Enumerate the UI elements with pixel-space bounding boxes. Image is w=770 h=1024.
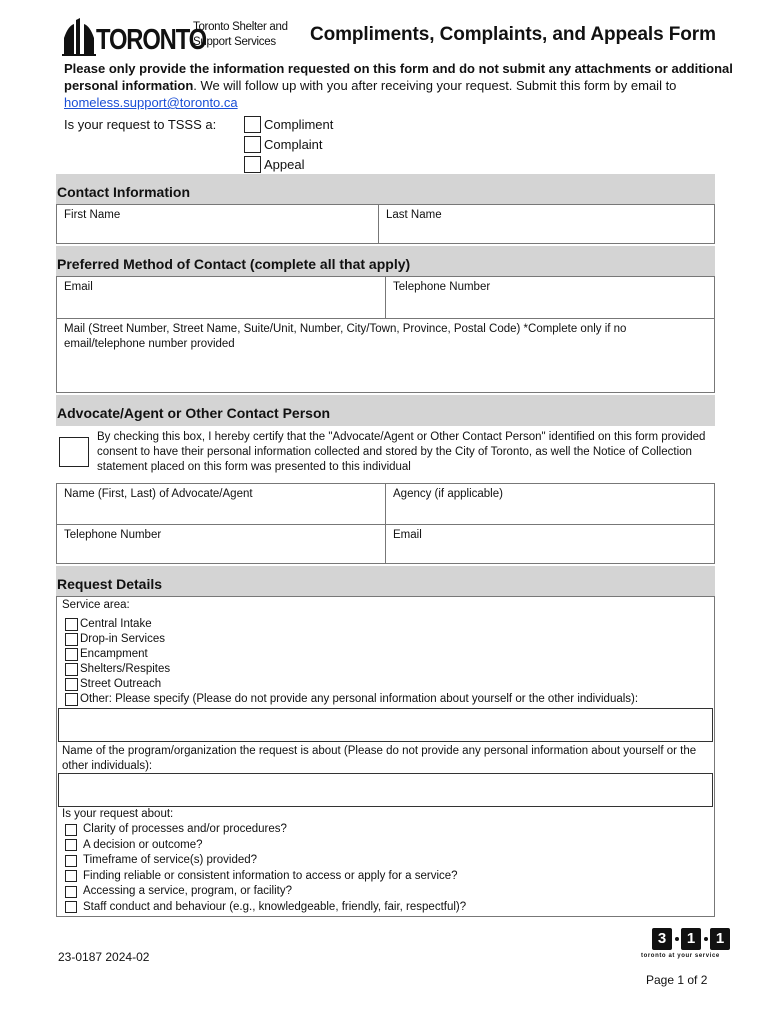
- request-about-list: [65, 822, 466, 915]
- option-appeal[interactable]: [244, 156, 304, 173]
- contact-information-header: Contact Information: [56, 174, 715, 205]
- checkbox[interactable]: [65, 618, 78, 631]
- advocate-telephone-field[interactable]: Telephone Number: [64, 529, 162, 541]
- request-details-header: Request Details: [56, 566, 715, 597]
- logo-311-tagline: toronto at your service: [641, 953, 720, 959]
- logo-311: [652, 928, 730, 950]
- advocate-consent-text: By checking this box, I hereby certify that the "Advocate/Agent or Other Contact Person" identified on this form provided consent to have their personal information collected and stored by the City of Toronto, as well the Notice of Collection statement placed on this form was presented to this individual: [97, 431, 706, 473]
- checkbox[interactable]: [65, 886, 77, 898]
- about-clarity[interactable]: Clarity of processes and/or procedures?: [65, 822, 466, 838]
- about-information[interactable]: Finding reliable or consistent information to access or apply for a service?: [65, 869, 466, 885]
- intro-bold: Please only provide the information requested on this form and do not submit any attachments or additional personal information: [64, 61, 733, 93]
- appeal-label: Appeal: [264, 157, 305, 172]
- checkbox[interactable]: [65, 633, 78, 646]
- service-other[interactable]: Other: Please specify (Please do not provide any personal information about yourself or the other individuals):: [65, 692, 638, 707]
- service-street-outreach[interactable]: Street Outreach: [65, 677, 638, 692]
- advocate-name-field[interactable]: Name (First, Last) of Advocate/Agent: [64, 488, 253, 500]
- about-access[interactable]: Accessing a service, program, or facility?: [65, 884, 466, 900]
- intro-normal: . We will follow up with you after receiving your request. Submit this form by email to: [193, 78, 677, 93]
- form-title: Compliments, Complaints, and Appeals Form: [310, 24, 716, 45]
- checkbox[interactable]: [65, 678, 78, 691]
- request-type-question: Is your request to TSSS a:: [64, 117, 217, 132]
- checkbox[interactable]: [65, 663, 78, 676]
- page-number: Page 1 of 2: [646, 973, 708, 987]
- advocate-email-field[interactable]: Email: [393, 529, 422, 541]
- advocate-consent-checkbox[interactable]: [59, 437, 89, 467]
- program-label: Name of the program/organization the request is about (Please do not provide any personal information about yourself or the other individuals):: [62, 745, 697, 772]
- service-shelters-respites[interactable]: Shelters/Respites: [65, 662, 638, 677]
- intro-paragraph: [64, 60, 734, 111]
- request-about-label: Is your request about:: [62, 808, 174, 820]
- advocate-agency-field[interactable]: Agency (if applicable): [393, 488, 503, 500]
- form-code: 23-0187 2024-02: [58, 950, 150, 964]
- appeal-checkbox[interactable]: [244, 156, 261, 173]
- checkbox[interactable]: [65, 824, 77, 836]
- checkbox[interactable]: [65, 839, 77, 851]
- option-compliment[interactable]: [244, 116, 333, 133]
- contact-telephone-field[interactable]: Telephone Number: [393, 281, 491, 293]
- contact-mail-field[interactable]: Mail (Street Number, Street Name, Suite/Unit, Number, City/Town, Province, Postal Code) *Complete only if no email/telephone number provided: [64, 323, 627, 350]
- program-name-input[interactable]: [58, 773, 713, 807]
- advocate-header: Advocate/Agent or Other Contact Person: [56, 395, 715, 426]
- first-name-field[interactable]: First Name: [64, 209, 121, 221]
- compliment-checkbox[interactable]: [244, 116, 261, 133]
- about-staff-conduct[interactable]: Staff conduct and behaviour (e.g., knowledgeable, friendly, fair, respectful)?: [65, 900, 466, 916]
- contact-email-field[interactable]: Email: [64, 281, 93, 293]
- other-service-input[interactable]: [58, 708, 713, 742]
- logo-311-digit: 1: [681, 928, 701, 950]
- logo-311-dot: [703, 928, 708, 950]
- service-drop-in[interactable]: Drop-in Services: [65, 632, 638, 647]
- advocate-table: [56, 483, 715, 564]
- checkbox[interactable]: [65, 901, 77, 913]
- preferred-contact-header: Preferred Method of Contact (complete all that apply): [56, 246, 715, 277]
- logo-311-digit: 1: [710, 928, 730, 950]
- option-complaint[interactable]: [244, 136, 323, 153]
- service-encampment[interactable]: Encampment: [65, 647, 638, 662]
- checkbox[interactable]: [65, 693, 78, 706]
- complaint-checkbox[interactable]: [244, 136, 261, 153]
- compliment-label: Compliment: [264, 117, 334, 132]
- support-email-link[interactable]: homeless.support@toronto.ca: [64, 95, 238, 110]
- checkbox[interactable]: [65, 870, 77, 882]
- toronto-wordmark: TORONTO: [96, 24, 206, 56]
- service-area-list: [65, 617, 638, 707]
- about-decision[interactable]: A decision or outcome?: [65, 838, 466, 854]
- preferred-contact-table: [56, 276, 715, 393]
- contact-information-table: [56, 204, 715, 244]
- department-name: Toronto Shelter and Support Services: [193, 21, 288, 48]
- checkbox[interactable]: [65, 855, 77, 867]
- logo-311-dot: [674, 928, 679, 950]
- about-timeframe[interactable]: Timeframe of service(s) provided?: [65, 853, 466, 869]
- last-name-field[interactable]: Last Name: [386, 209, 442, 221]
- logo-311-digit: 3: [652, 928, 672, 950]
- service-area-label: Service area:: [62, 599, 130, 611]
- service-central-intake[interactable]: Central Intake: [65, 617, 638, 632]
- checkbox[interactable]: [65, 648, 78, 661]
- complaint-label: Complaint: [264, 137, 323, 152]
